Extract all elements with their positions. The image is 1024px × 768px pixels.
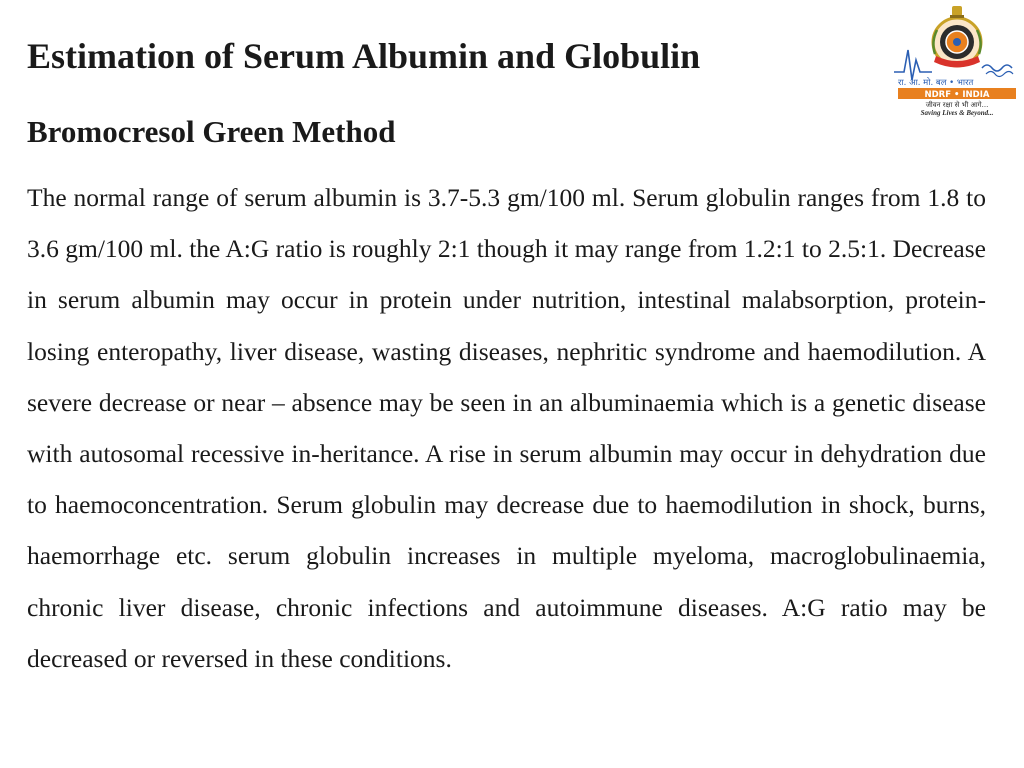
heartbeat-line-left-icon xyxy=(894,50,932,80)
slide-title: Estimation of Serum Albumin and Globulin xyxy=(27,36,701,76)
ndrf-emblem-icon xyxy=(890,2,1024,118)
slide-body-paragraph: The normal range of serum albumin is 3.7-5.3 gm/100 ml. Serum globulin ranges from 1.8 to 3.6 gm/100 ml. the A:G ratio is roughly 2:1 though it may range from 1.2:1 to 2.5:1. Decrease in serum albumin may occur in protein under nutrition, intestinal malabsorption, protein-losing enteropathy, liver disease, wasting diseases, nephritic syndrome and haemodilution. A severe decrease or near – absence may be seen in an albuminaemia which is a genetic disease with autosomal recessive in-heritance. A rise in serum albumin may occur in dehydration due to haemoconcentration. Serum globulin may decrease due to haemodilution in shock, burns, haemorrhage etc. serum globulin increases in multiple myeloma, macroglobulinaemia, chronic liver disease, chronic infections and autoimmune diseases. A:G ratio may be decreased or reversed in these conditions. xyxy=(27,183,986,673)
ndrf-logo xyxy=(890,2,1024,118)
logo-motto-english: Saving Lives & Beyond... xyxy=(920,109,994,117)
wave-line-right-icon xyxy=(982,65,1012,71)
wave-line-right-2-icon xyxy=(986,72,1013,77)
logo-english-text: NDRF • INDIA xyxy=(924,90,990,100)
slide-subtitle: Bromocresol Green Method xyxy=(27,114,396,149)
logo-motto-hindi: जीवन रक्षा से भी आगे... xyxy=(925,101,989,109)
lion-crest-icon xyxy=(952,6,962,16)
logo-hindi-text: रा. आ. मो. बल • भारत xyxy=(898,78,974,88)
